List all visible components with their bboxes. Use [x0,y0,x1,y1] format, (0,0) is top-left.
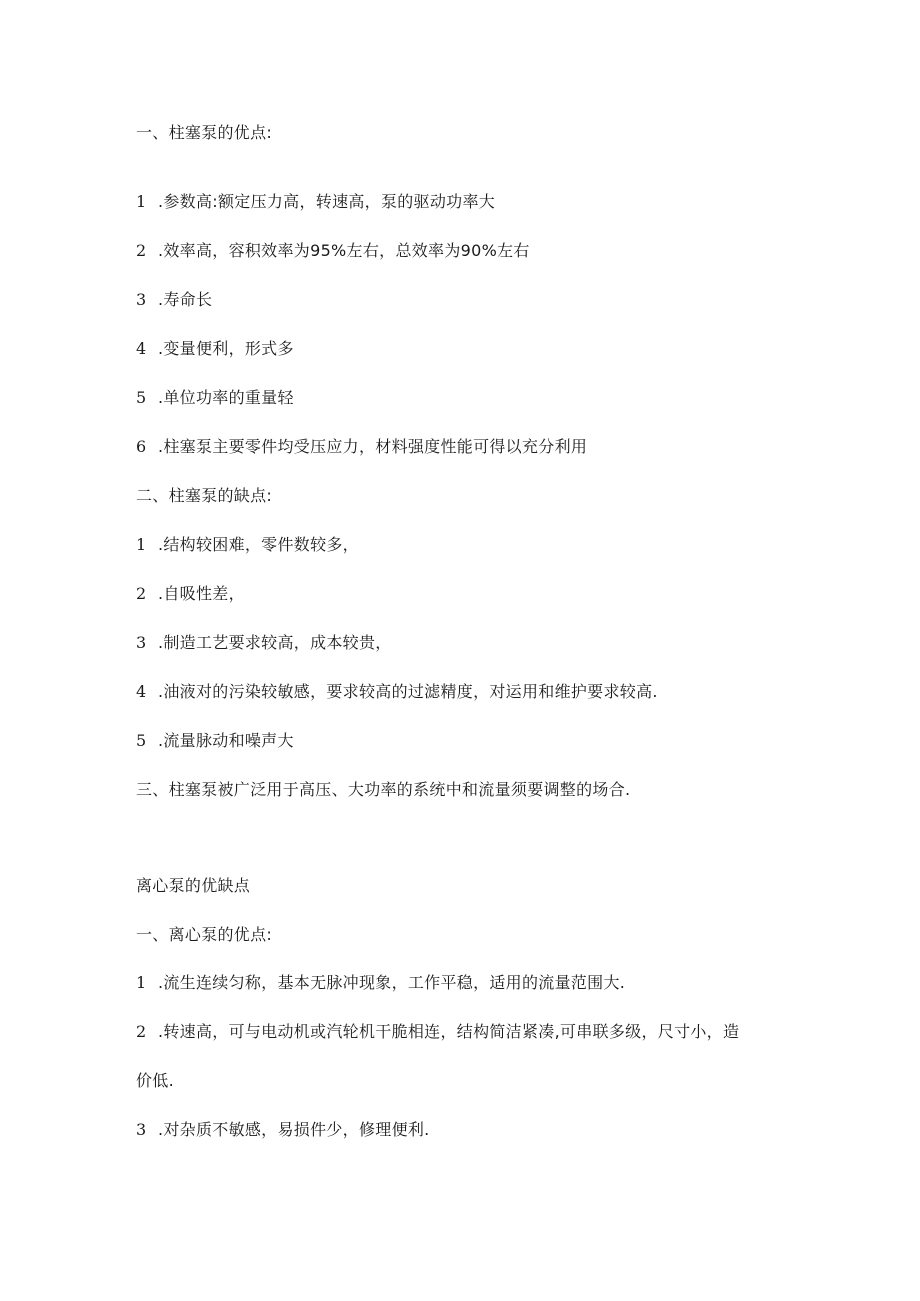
plunger-advantage-item [136,241,530,261]
item-text: .制造工艺要求较高，成本较贵， [158,633,392,652]
plunger-advantage-item [136,388,294,408]
item-text: .效率高，容积效率为95%左右，总效率为90%左右 [158,241,530,260]
item-number: 1 [136,535,147,554]
item-text: .结构较困难，零件数较多， [158,535,359,554]
plunger-advantage-item [136,437,587,457]
plunger-disadvantage-item [136,731,294,751]
centrifugal-advantages-heading: 一、离心泵的优点: [136,925,273,944]
plunger-disadvantage-item [136,682,658,702]
centrifugal-section-title: 离心泵的优缺点 [136,876,251,895]
centrifugal-advantage-continuation: 价低. [136,1071,174,1090]
plunger-advantages-heading: 一、柱塞泵的优点: [136,123,273,142]
item-text: .寿命长 [158,290,213,309]
item-number: 1 [136,192,147,211]
item-number: 2 [136,1022,147,1041]
plunger-advantage-item [136,339,294,359]
item-number: 2 [136,241,147,260]
item-number: 1 [136,973,147,992]
item-number: 3 [136,290,147,309]
item-text: .转速高，可与电动机或汽轮机干脆相连，结构简洁紧凑,可串联多级，尺寸小，造 [158,1022,740,1041]
plunger-advantage-item [136,290,212,310]
centrifugal-advantage-item [136,1120,430,1140]
item-number: 5 [136,388,147,407]
item-text: .变量便利，形式多 [158,339,294,358]
item-text: .自吸性差， [158,584,245,603]
item-text: .单位功率的重量轻 [158,388,294,407]
item-text: .油液对的污染较敏感，要求较高的过滤精度，对运用和维护要求较高. [158,682,658,701]
item-text: .柱塞泵主要零件均受压应力，材料强度性能可得以充分利用 [158,437,588,456]
item-number: 5 [136,731,147,750]
item-number: 3 [136,633,147,652]
plunger-disadvantages-heading: 二、柱塞泵的缺点: [136,486,273,505]
item-number: 4 [136,339,147,358]
plunger-disadvantage-item [136,584,245,604]
item-text: .流生连续匀称，基本无脉冲现象，工作平稳，适用的流量范围大. [158,973,626,992]
item-number: 2 [136,584,147,603]
plunger-disadvantage-item [136,535,359,555]
item-text: .流量脉动和噪声大 [158,731,294,750]
item-number: 3 [136,1120,147,1139]
item-number: 6 [136,437,147,456]
centrifugal-advantage-item [136,1022,739,1042]
plunger-advantage-item [136,192,495,212]
item-text: .对杂质不敏感，易损件少，修理便利. [158,1120,430,1139]
plunger-usage-paragraph: 三、柱塞泵被广泛用于高压、大功率的系统中和流量须要调整的场合. [136,780,631,799]
item-number: 4 [136,682,147,701]
item-text: .参数高:额定压力高，转速高，泵的驱动功率大 [158,192,496,211]
plunger-disadvantage-item [136,633,392,653]
centrifugal-advantage-item [136,973,625,993]
